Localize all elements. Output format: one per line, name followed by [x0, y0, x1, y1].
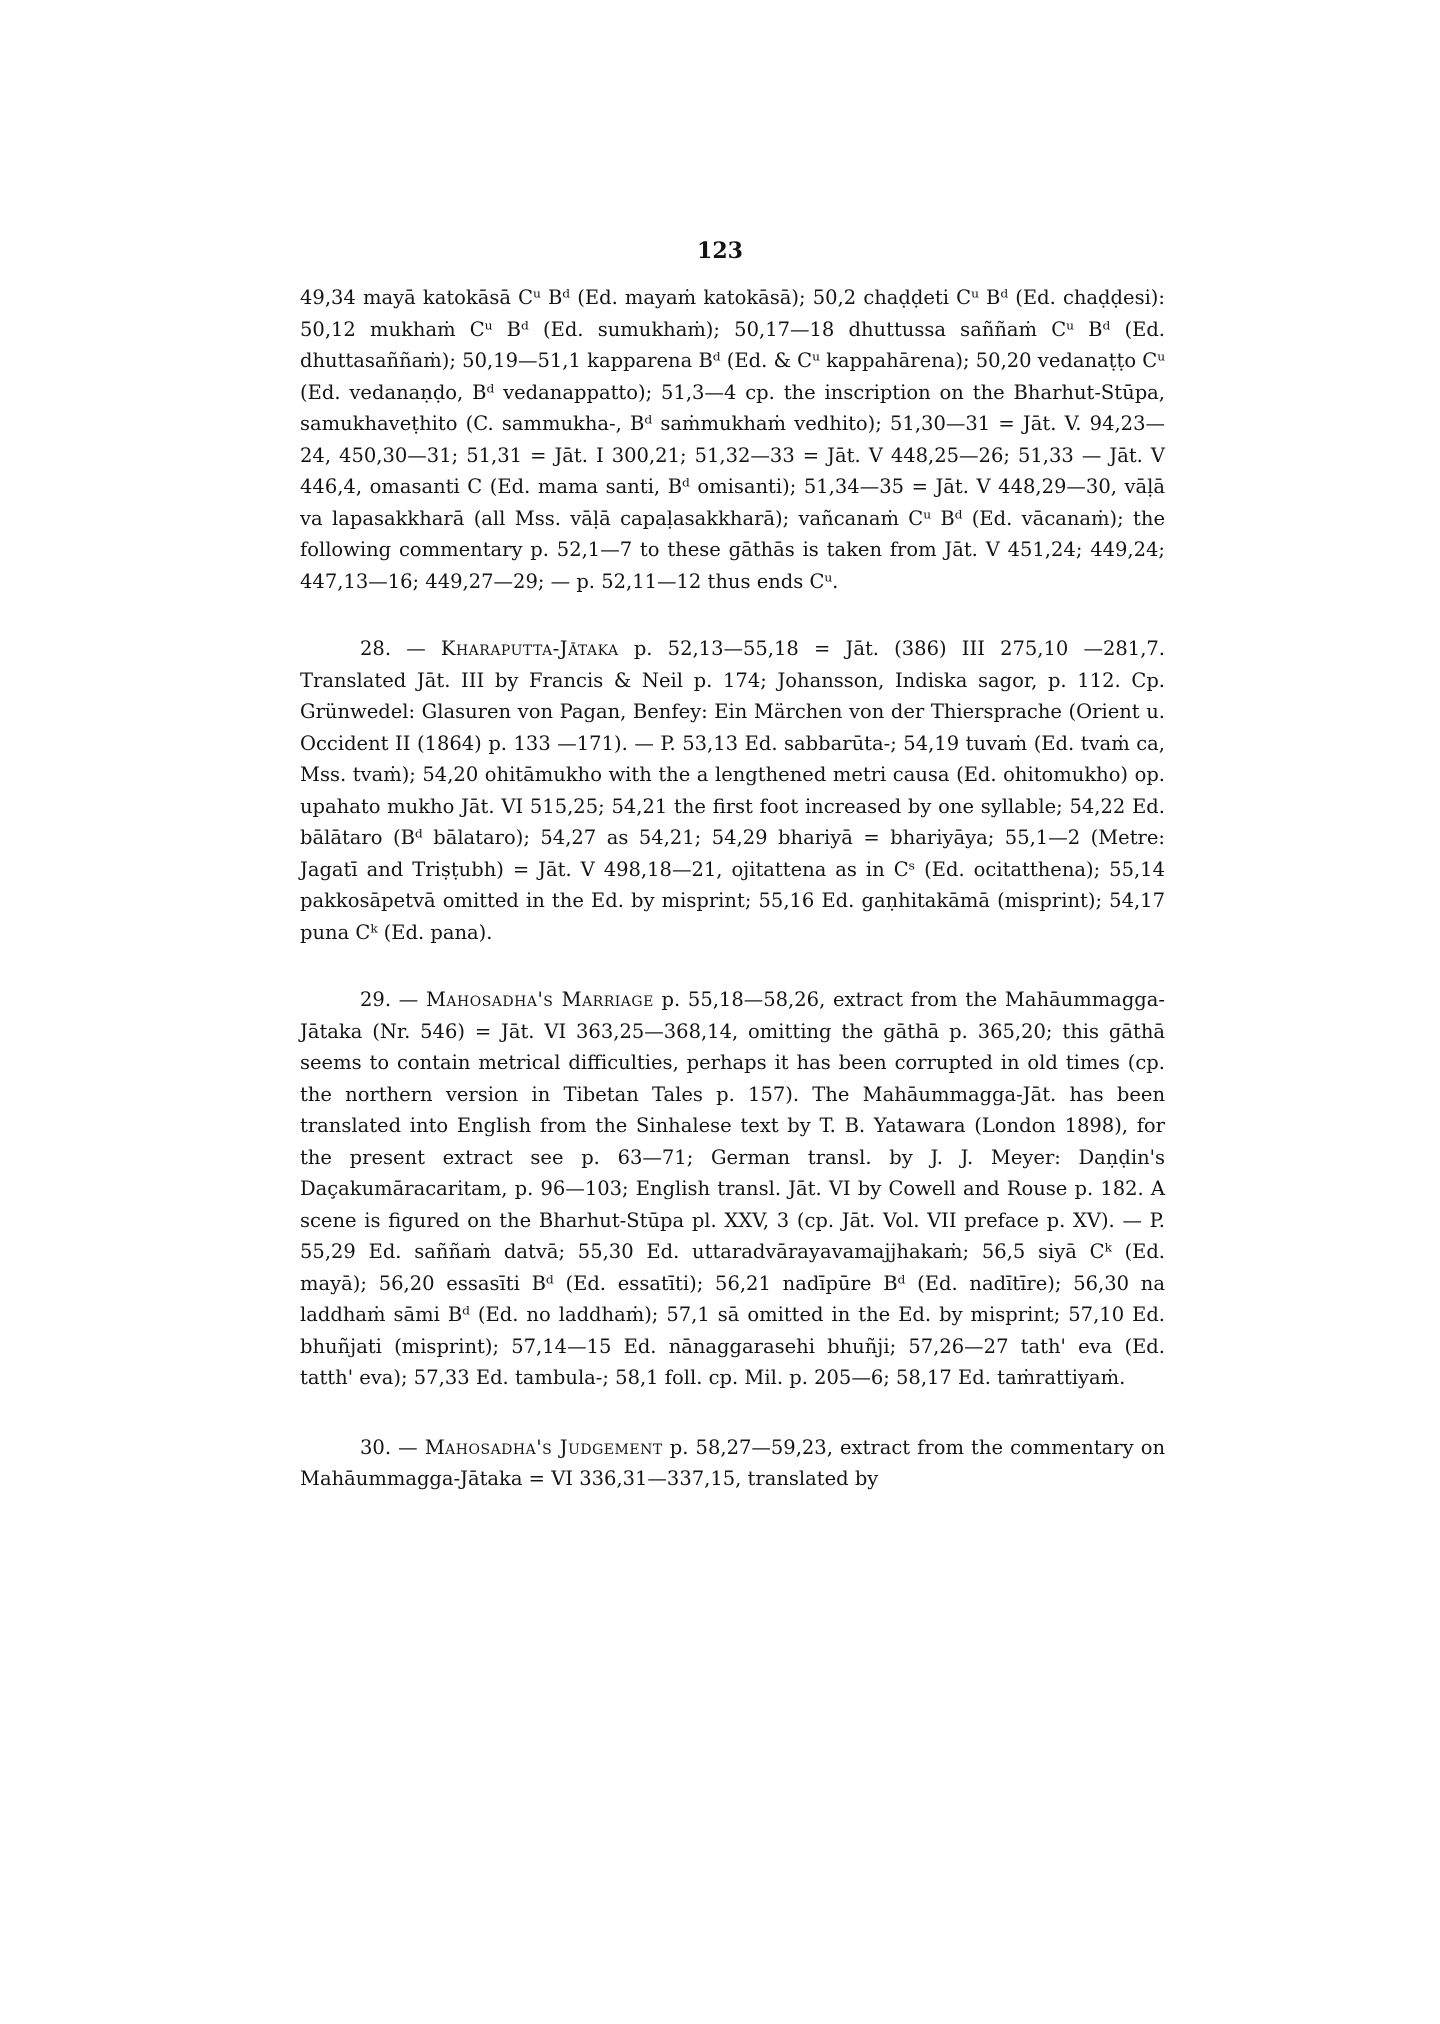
entry-number: 30. —	[360, 1435, 418, 1459]
entry-text: p. 55,18—58,26, extract from the Mahāummagga-Jātaka (Nr. 546) = Jāt. VI 363,25—368,14, omitting the gāthā p. 365,20; this gāthā seems to contain metrical difficulties, perhaps it has been corrupted in old times (cp. the northern version in Tibetan Tales p. 157). The Mahāummagga-Jāt. has been translated into English from the Sinhalese text by T. B. Yatawara (London 1898), for the present extract see p. 63—71; German transl. by J. J. Meyer: Daṇḍin's Daçakumāracaritam, p. 96—103; English transl. Jāt. VI by Cowell and Rouse p. 182. A scene is figured on the Bharhut-Stūpa pl. XXV, 3 (cp. Jāt. Vol. VII preface p. XV). — P. 55,29 Ed. saññaṁ datvā; 55,30 Ed. uttaradvārayavamajjhakaṁ; 56,5 siyā Cᵏ (Ed. mayā); 56,20 essasīti Bᵈ (Ed. essatīti); 56,21 nadīpūre Bᵈ (Ed. nadītīre); 56,30 na laddhaṁ sāmi Bᵈ (Ed. no laddhaṁ); 57,1 sā omitted in the Ed. by misprint; 57,10 Ed. bhuñjati (misprint); 57,14—15 Ed. nānaggarasehi bhuñji; 57,26—27 tath' eva (Ed. tatth' eva); 57,33 Ed. tambula-; 58,1 foll. cp. Mil. p. 205—6; 58,17 Ed. taṁrattiyaṁ.	[300, 988, 1165, 1389]
entry-text: p. 58,27—59,23, extract from the commentary on Mahāummagga-Jātaka = VI 336,31—337,15, translated by	[300, 1435, 1166, 1490]
entry-30-mahosadhas-judgement	[300, 1432, 1165, 1495]
entry-28-kharaputta-jataka	[300, 633, 1165, 948]
entry-29-mahosadhas-marriage	[300, 984, 1165, 1394]
entry-number: 28. —	[360, 637, 426, 660]
entry-title: Kharaputta-Jātaka	[440, 637, 619, 660]
entry-title: Mahosadha's Marriage	[425, 988, 654, 1011]
text-column	[300, 282, 1165, 1495]
entry-text: p. 52,13—55,18 = Jāt. (386) III 275,10 —281,7. Translated Jāt. III by Francis & Neil p. 174; Johansson, Indiska sagor, p. 112. Cp. Grünwedel: Glasuren von Pagan, Benfey: Ein Märchen von der Thiersprache (Orient u. Occident II (1864) p. 133 —171). — P. 53,13 Ed. sabbarūta-; 54,19 tuvaṁ (Ed. tvaṁ ca, Mss. tvaṁ); 54,20 ohitāmukho with the a lengthened metri causa (Ed. ohitomukho) op. upahato mukho Jāt. VI 515,25; 54,21 the first foot increased by one syllable; 54,22 Ed. bālātaro (Bᵈ bālataro); 54,27 as 54,21; 54,29 bhariyā = bhariyāya; 55,1—2 (Metre: Jagatī and Triṣṭubh) = Jāt. V 498,18—21, ojitattena as in Cˢ (Ed. ocitatthena); 55,14 pakkosāpetvā omitted in the Ed. by misprint; 55,16 Ed. gaṇhitakāmā (misprint); 54,17 puna Cᵏ (Ed. pana).	[300, 637, 1166, 944]
entry-title: Mahosadha's Judgement	[424, 1435, 663, 1459]
page-number: 123	[697, 238, 743, 264]
paragraph-text: 49,34 mayā katokāsā Cᵘ Bᵈ (Ed. mayaṁ katokāsā); 50,2 chaḍḍeti Cᵘ Bᵈ (Ed. chaḍḍesi): 50,12 mukhaṁ Cᵘ Bᵈ (Ed. sumukhaṁ); 50,17—18 dhuttussa saññaṁ Cᵘ Bᵈ (Ed. dhuttasaññaṁ); 50,19—51,1 kapparena Bᵈ (Ed. & Cᵘ kappahārena); 50,20 vedanaṭṭo Cᵘ (Ed. vedanaṇḍo, Bᵈ vedanappatto); 51,3—4 cp. the inscription on the Bharhut-Stūpa, samukhaveṭhito (C. sammukha-, Bᵈ saṁmukhaṁ vedhito); 51,30—31 = Jāt. V. 94,23—24, 450,30—31; 51,31 = Jāt. I 300,21; 51,32—33 = Jāt. V 448,25—26; 51,33 — Jāt. V 446,4, omasanti C (Ed. mama santi, Bᵈ omisanti); 51,34—35 = Jāt. V 448,29—30, vāḷā va lapasakkharā (all Mss. vāḷā capaḷasakkharā); vañcanaṁ Cᵘ Bᵈ (Ed. vācanaṁ); the following commentary p. 52,1—7 to these gāthās is taken from Jāt. V 451,24; 449,24; 447,13—16; 449,27—29; — p. 52,11—12 thus ends Cᵘ.	[300, 286, 1165, 593]
paragraph-continuation	[300, 282, 1165, 597]
entry-number: 29. —	[360, 988, 419, 1011]
